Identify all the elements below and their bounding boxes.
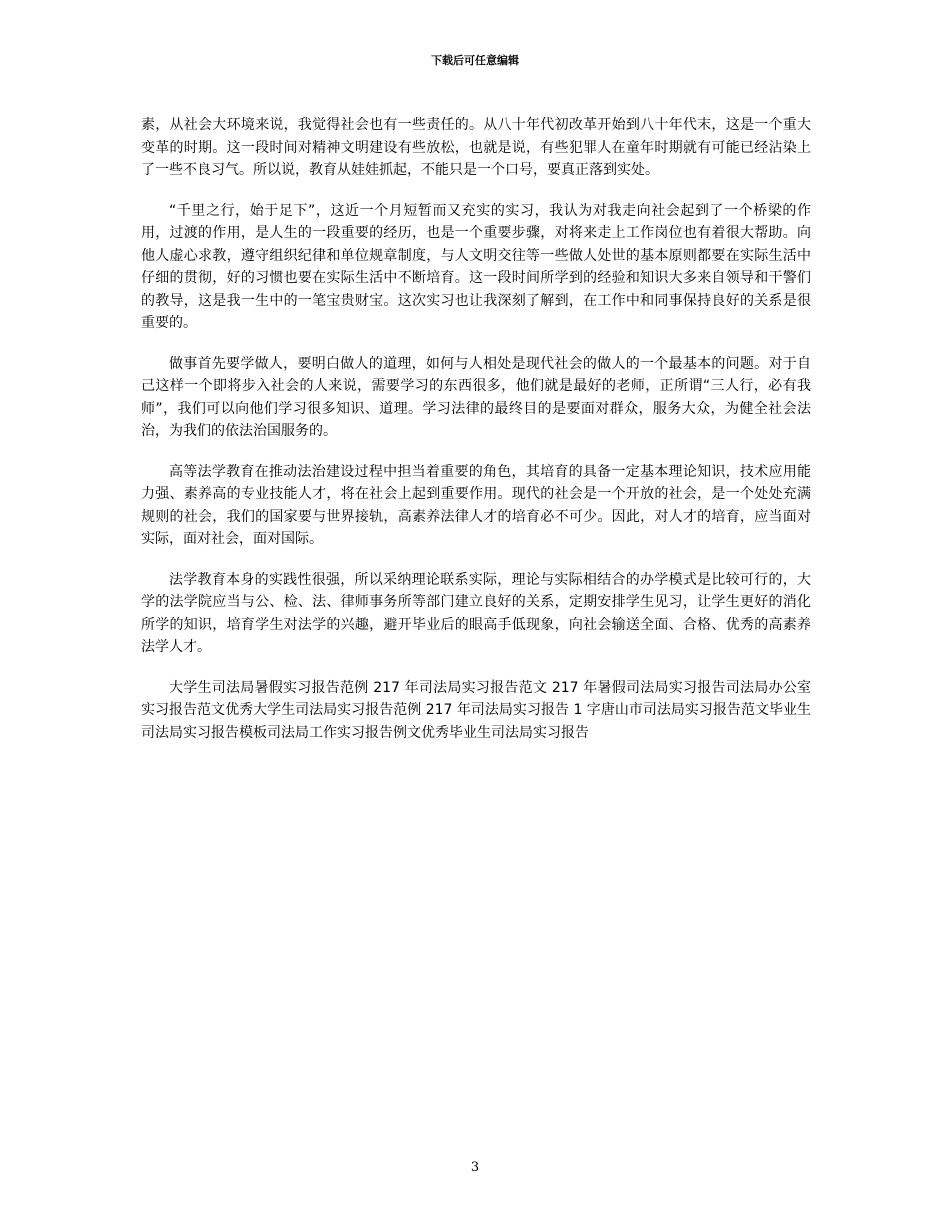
paragraph-internship-reflection: “千里之行，始于足下”，这近一个月短暂而又充实的实习，我认为对我走向社会起到了一个桥梁的作用，过渡的作用，是人生的一段重要的经历，也是一个重要步骤，对将来走上工作岗位也有着很大帮助。向他人虚心求教，遵守组织纪律和单位规章制度，与人文明交往等一些做人处世的基本原则都要在实际生活中仔细的贯彻，好的习惯也要在实际生活中不断培育。这一段时间所学到的经验和知识大多来自领导和干警们的教导，这是我一生中的一笔宝贵财宝。这次实习也让我深刻了解到，在工作中和同事保持良好的关系是很重要的。	[141, 202, 811, 331]
page-header: 下载后可任意编辑	[431, 54, 519, 67]
page-number: 3	[470, 1160, 480, 1175]
paragraph-continuation: 素，从社会大环境来说，我觉得社会也有一些责任的。从八十年代初改革开始到八十年代末，这是一个重大变革的时期。这一段时间对精神文明建设有些放松，也就是说，有些犯罪人在童年时期就有可能已经沾染上了一些不良习气。所以说，教育从娃娃抓起，不能只是一个口号，要真正落到实处。	[141, 117, 811, 178]
document-body	[141, 114, 811, 762]
paragraph-practice-teaching: 法学教育本身的实践性很强，所以采纳理论联系实际，理论与实际相结合的办学模式是比较可行的，大学的法学院应当与公、检、法、律师事务所等部门建立良好的关系，定期安排学生见习，让学生更好的消化所学的知识，培育学生对法学的兴趣，避开毕业后的眼高手低现象，向社会输送全面、合格、优秀的高素养法学人才。	[141, 571, 811, 655]
paragraph-related-titles: 大学生司法局暑假实习报告范例 217 年司法局实习报告范文 217 年暑假司法局实习报告司法局办公室实习报告范文优秀大学生司法局实习报告范例 217 年司法局实习报告 1 字唐山市司法局实习报告范文毕业生司法局实习报告模板司法局工作实习报告例文优秀毕业生司法局实习报告	[141, 679, 811, 741]
paragraph-legal-education: 高等法学教育在推动法治建设过程中担当着重要的角色，其培育的具备一定基本理论知识，技术应用能力强、素养高的专业技能人才，将在社会上起到重要作用。现代的社会是一个开放的社会，是一个处处充满规则的社会，我们的国家要与世界接轨，高素养法律人才的培育必不可少。因此，对人才的培育，应当面对实际，面对社会，面对国际。	[141, 463, 811, 547]
paragraph-learn-to-be-a-person: 做事首先要学做人，要明白做人的道理，如何与人相处是现代社会的做人的一个最基本的问题。对于自己这样一个即将步入社会的人来说，需要学习的东西很多，他们就是最好的老师，正所谓“三人行，必有我师”，我们可以向他们学习很多知识、道理。学习法律的最终目的是要面对群众，服务大众，为健全社会法治，为我们的依法治国服务的。	[141, 355, 811, 439]
